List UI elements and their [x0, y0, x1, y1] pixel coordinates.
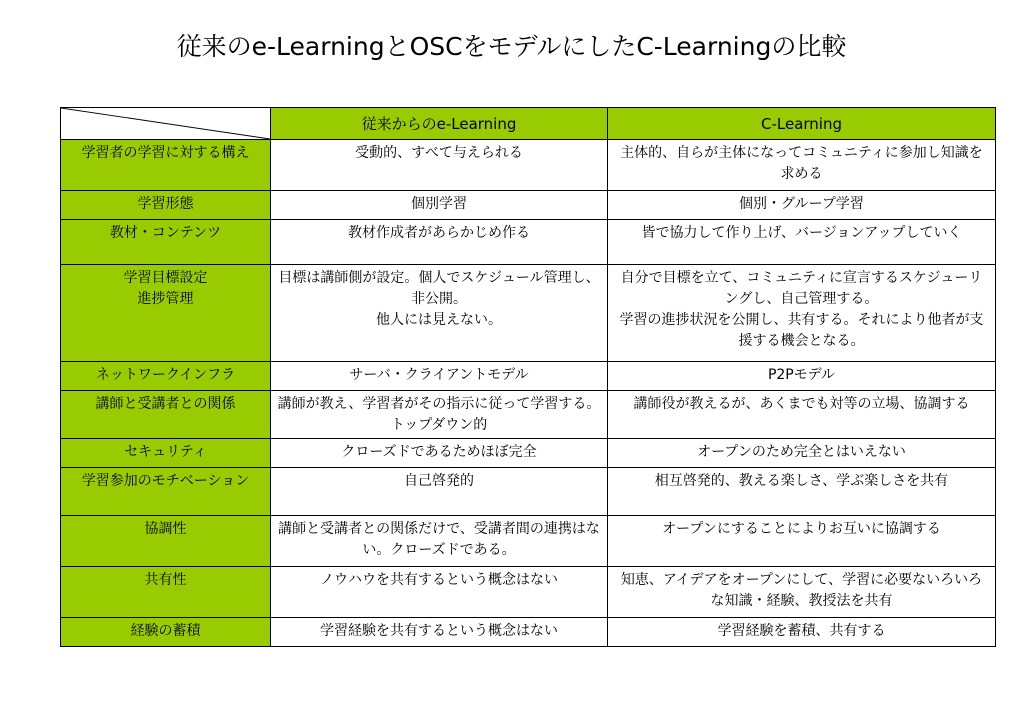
row-label-cell: 学習参加のモチベーション — [61, 468, 271, 516]
row-label-cell: セキュリティ — [61, 439, 271, 468]
elearning-cell: 教材作成者があらかじめ作る — [271, 220, 608, 265]
clearning-cell: 知恵、アイデアをオープンにして、学習に必要ないろいろな知識・経験、教授法を共有 — [608, 567, 996, 618]
table-row — [61, 468, 996, 516]
elearning-cell: クローズドであるためほぼ完全 — [271, 439, 608, 468]
table-row — [61, 391, 996, 439]
elearning-cell: ノウハウを共有するという概念はない — [271, 567, 608, 618]
elearning-cell: 目標は講師側が設定。個人でスケジュール管理し、非公開。 他人には見えない。 — [271, 265, 608, 362]
row-label-cell: 学習目標設定 進捗管理 — [61, 265, 271, 362]
row-label-cell: 学習形態 — [61, 191, 271, 220]
clearning-cell: 学習経験を蓄積、共有する — [608, 618, 996, 647]
table-row — [61, 191, 996, 220]
diagonal-line — [61, 108, 270, 139]
row-label-cell: 協調性 — [61, 516, 271, 567]
clearning-cell: 皆で協力して作り上げ、バージョンアップしていく — [608, 220, 996, 265]
table-row — [61, 618, 996, 647]
elearning-cell: 講師と受講者との関係だけで、受講者間の連携はない。クローズドである。 — [271, 516, 608, 567]
comparison-table — [60, 107, 996, 647]
elearning-cell: 講師が教え、学習者がその指示に従って学習する。トップダウン的 — [271, 391, 608, 439]
elearning-cell: 個別学習 — [271, 191, 608, 220]
clearning-cell: 講師役が教えるが、あくまでも対等の立場、協調する — [608, 391, 996, 439]
clearning-cell: 相互啓発的、教える楽しさ、学ぶ楽しさを共有 — [608, 468, 996, 516]
table-header-row — [61, 108, 996, 140]
elearning-cell: サーバ・クライアントモデル — [271, 362, 608, 391]
corner-cell — [61, 108, 271, 140]
row-label-cell: 教材・コンテンツ — [61, 220, 271, 265]
clearning-cell: P2Pモデル — [608, 362, 996, 391]
elearning-cell: 受動的、すべて与えられる — [271, 140, 608, 191]
clearning-cell: 自分で目標を立て、コミュニティに宣言するスケジューリングし、自己管理する。 学習の進捗状況を公開し、共有する。それにより他者が支援する機会となる。 — [608, 265, 996, 362]
clearning-cell: オープンのため完全とはいえない — [608, 439, 996, 468]
clearning-cell: 個別・グループ学習 — [608, 191, 996, 220]
table-row — [61, 220, 996, 265]
elearning-cell: 学習経験を共有するという概念はない — [271, 618, 608, 647]
table-row — [61, 439, 996, 468]
table-row — [61, 362, 996, 391]
table-row — [61, 516, 996, 567]
row-label-cell: 共有性 — [61, 567, 271, 618]
clearning-cell: オープンにすることによりお互いに協調する — [608, 516, 996, 567]
row-label-cell: 学習者の学習に対する構え — [61, 140, 271, 191]
table-row — [61, 567, 996, 618]
table-row — [61, 265, 996, 362]
clearning-cell: 主体的、自らが主体になってコミュニティに参加し知識を求める — [608, 140, 996, 191]
column-header-clearning: C-Learning — [608, 108, 996, 140]
row-label-cell: 経験の蓄積 — [61, 618, 271, 647]
table-row — [61, 140, 996, 191]
column-header-elearning: 従来からのe-Learning — [271, 108, 608, 140]
elearning-cell: 自己啓発的 — [271, 468, 608, 516]
row-label-cell: 講師と受講者との関係 — [61, 391, 271, 439]
page-title: 従来のe-LearningとOSCをモデルにしたC-Learningの比較 — [176, 32, 847, 61]
row-label-cell: ネットワークインフラ — [61, 362, 271, 391]
